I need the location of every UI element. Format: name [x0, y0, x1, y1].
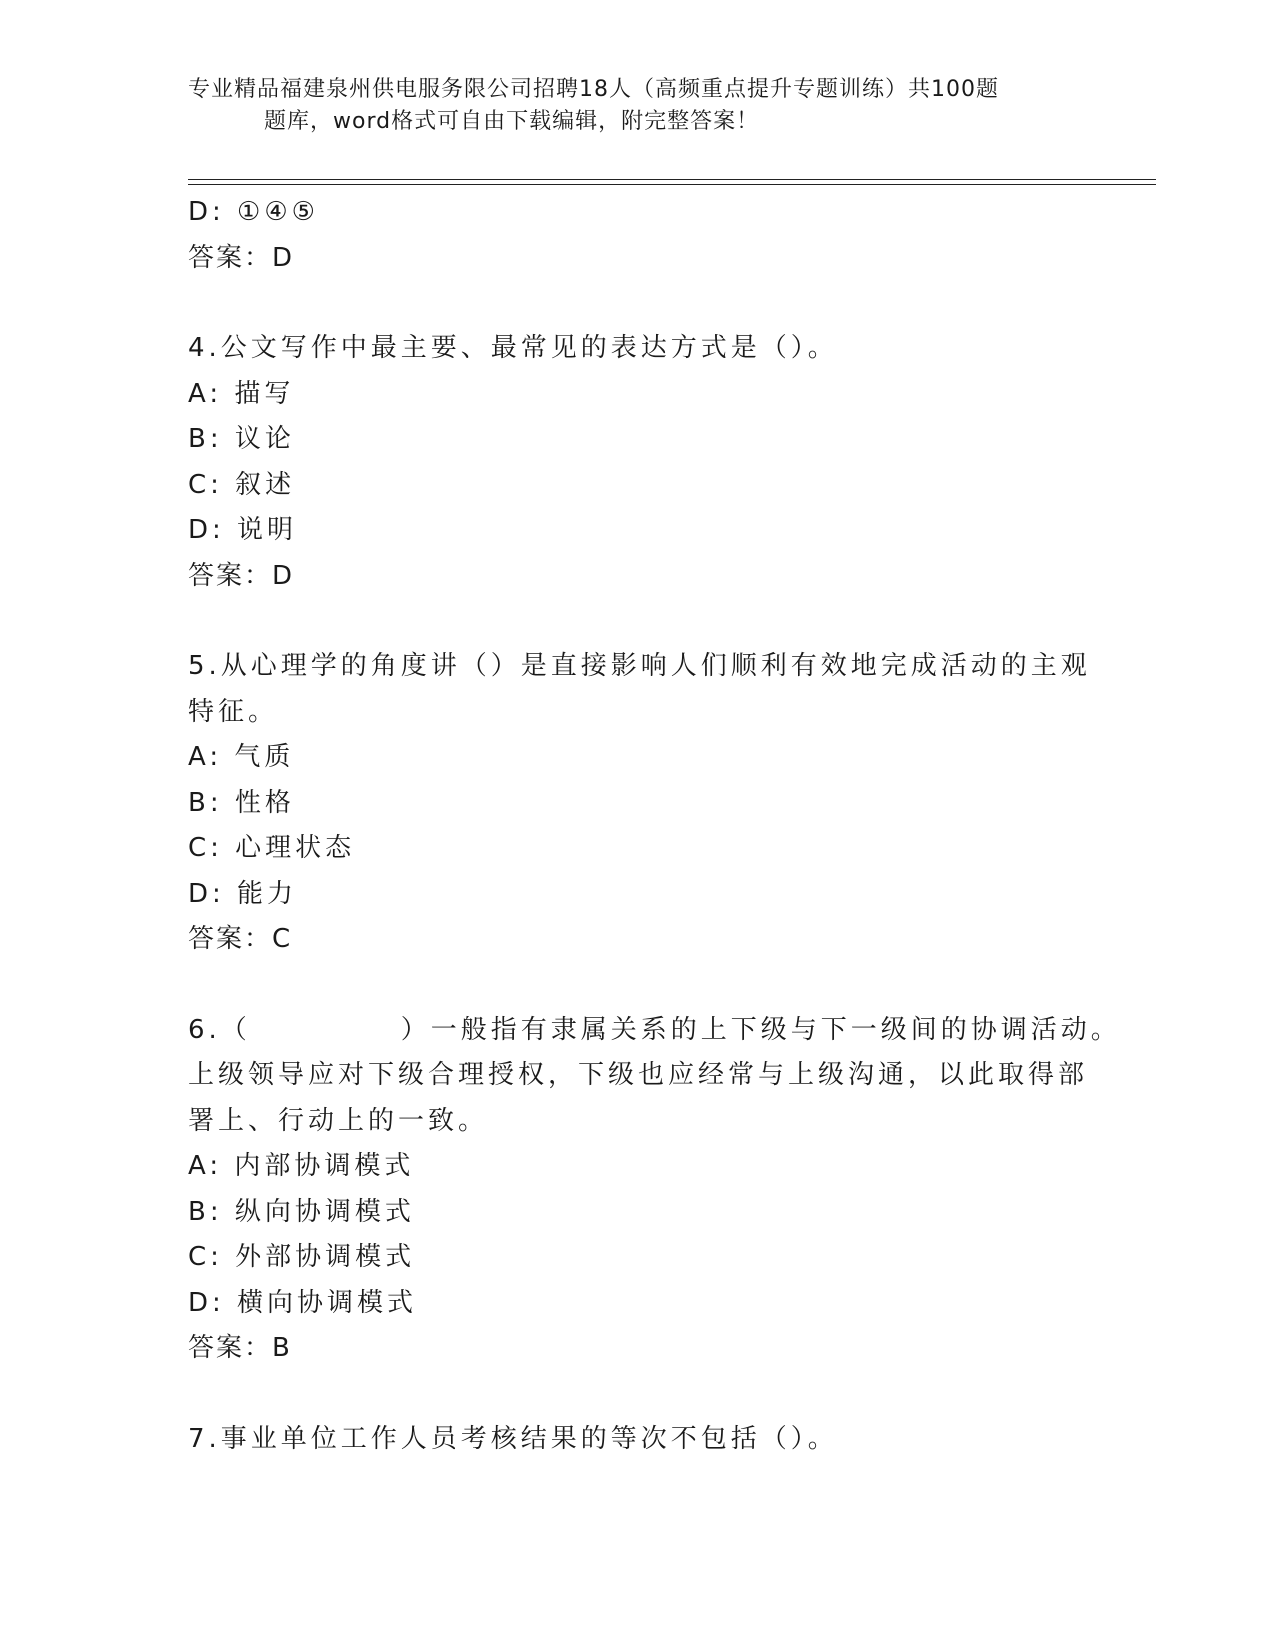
- document-body: [188, 190, 1121, 1462]
- question-stem-line-3: 署上、行动上的一致。: [188, 1105, 489, 1136]
- prev-question-answer: 答案：D: [188, 242, 295, 273]
- question-7: [188, 1417, 1068, 1463]
- spacer: [188, 1372, 1068, 1417]
- answer: 答案：B: [188, 1333, 292, 1363]
- option-a: A: 描写: [188, 378, 295, 409]
- option-b: B: 议论: [188, 424, 295, 454]
- header-divider-bottom: [188, 184, 1156, 185]
- question-stem-line-2: 特征。: [188, 696, 279, 727]
- question-6: [188, 1008, 1121, 1372]
- option-c: C: 外部协调模式: [188, 1242, 416, 1272]
- spacer: [188, 599, 1068, 644]
- answer: 答案：C: [188, 924, 293, 954]
- question-5: [188, 644, 1091, 963]
- option-d: D: 横向协调模式: [188, 1287, 418, 1318]
- document-header: [188, 74, 1088, 138]
- answer: 答案：D: [188, 560, 295, 591]
- spacer: [188, 963, 1068, 1008]
- question-stem: 4.公文写作中最主要、最常见的表达方式是（）。: [188, 333, 838, 363]
- header-title-line-1: 专业精品福建泉州供电服务限公司招聘18人（高频重点提升专题训练）共100题: [188, 77, 999, 102]
- question-stem: 7.事业单位工作人员考核结果的等次不包括（）。: [188, 1423, 838, 1454]
- option-d: D: 能力: [188, 878, 298, 909]
- question-stem-line-1: 6.（ ）一般指有隶属关系的上下级与下一级间的协调活动。: [188, 1014, 1121, 1045]
- prev-question-option-d: D: ①④⑤: [188, 197, 319, 227]
- option-a: A: 内部协调模式: [188, 1151, 415, 1181]
- option-c: C: 心理状态: [188, 833, 356, 863]
- option-b: B: 纵向协调模式: [188, 1196, 415, 1227]
- option-c: C: 叙述: [188, 469, 296, 500]
- header-divider-top: [188, 179, 1156, 180]
- option-a: A: 气质: [188, 742, 295, 772]
- question-stem-line-1: 5.从心理学的角度讲（）是直接影响人们顺利有效地完成活动的主观: [188, 651, 1091, 681]
- option-d: D: 说明: [188, 515, 298, 545]
- option-b: B: 性格: [188, 787, 295, 818]
- question-4: [188, 326, 1068, 599]
- question-stem-line-2: 上级领导应对下级合理授权，下级也应经常与上级沟通，以此取得部: [188, 1060, 1089, 1090]
- spacer: [188, 281, 1068, 326]
- header-title-line-2: 题库，word格式可自由下载编辑，附完整答案！: [264, 109, 760, 134]
